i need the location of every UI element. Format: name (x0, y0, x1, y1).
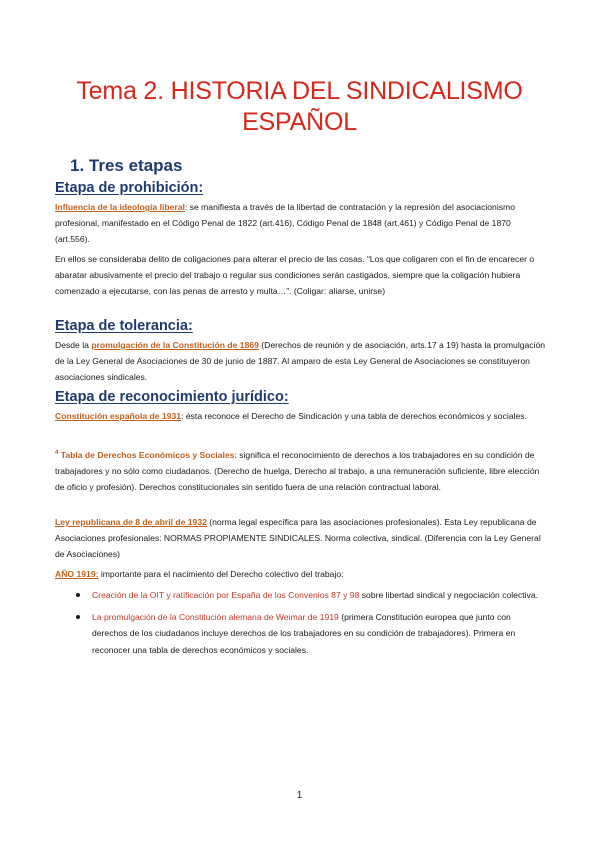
list-item-text: (primera Constitución europea que junto con derechos de los ciudadanos incluye derechos de los trabajadores en su condición de trabajadores). Primera en reconocer una tabla de derechos económicos y sociales. (92, 612, 516, 655)
link-constitucion-1869[interactable]: promulgación de la Constitución de 1869 (91, 340, 259, 350)
paragraph-prohibicion-1 (55, 199, 547, 248)
paragraph-tolerancia (55, 337, 547, 386)
link-tabla-derechos[interactable]: Tabla de Derechos Económicos y Sociales (60, 449, 235, 460)
heading-tolerancia: Etapa de tolerancia: (55, 318, 193, 334)
paragraph-text: : significa el reconocimiento de derechos a los trabajadores en su condición de trabajadores y no sólo como ciudadanos. (Derecho de huelga, Derecho al trabajo, a una remuneración suficiente, libre elección de oficio y profesión). Derechos constitucionales sin sentido fuera de una relación contractual laboral. (55, 449, 540, 493)
page-title: Tema 2. HISTORIA DEL SINDICALISMO ESPAÑOL (76, 77, 523, 136)
link-influencia-liberal[interactable]: Influencia de la ideología liberal (55, 202, 185, 212)
paragraph-prohibicion-2: En ellos se consideraba delito de coligaciones para alterar el precio de las cosas. “Los que coligaren con el fin de encarecer o abaratar abusivamente el precio del trabajo o regular sus condiciones serán castigados, siempre que la coligación hubiera comenzado a ejecutarse, con las penas de arresto y multa…”. (Coligar: aliarse, unirse) (55, 254, 535, 297)
list-item (74, 609, 544, 658)
bullet-icon (76, 593, 80, 597)
link-ano-1919[interactable]: AÑO 1919: (55, 569, 99, 579)
heading-reconocimiento: Etapa de reconocimiento jurídico: (55, 389, 289, 405)
section-heading: 1. Tres etapas (70, 156, 183, 175)
footnote-marker[interactable]: 4 (55, 450, 59, 456)
bullet-icon (76, 615, 80, 619)
paragraph-ley-1932 (55, 514, 547, 563)
link-weimar[interactable]: La promulgación de la Constitución alemana de Weimar de 1919 (92, 612, 339, 623)
paragraph-tabla-derechos (55, 445, 547, 495)
list-item (74, 587, 544, 603)
paragraph-constitucion-1931 (55, 408, 547, 424)
link-oit[interactable]: Creación de la OIT y ratificación por España de los Convenios 87 y 98 (92, 590, 360, 600)
link-ley-1932[interactable]: Ley republicana de 8 de abril de 1932 (55, 517, 207, 527)
list-item-text: sobre libertad sindical y negociación colectiva. (359, 590, 539, 600)
paragraph-text: (norma legal específica para las asociaciones profesionales). Esta Ley republicana de Asociaciones profesionales: NORMAS PROPIAMENTE SINDICALES. Norma colectiva, sindical. (Diferencia con la Ley General de Asociaciones) (55, 517, 541, 560)
paragraph-text: : ésta reconoce el Derecho de Sindicación y una tabla de derechos económicos y sociales. (181, 411, 527, 421)
heading-prohibicion: Etapa de prohibición: (55, 180, 204, 196)
bullet-list (74, 587, 544, 658)
paragraph-text: (Derechos de reunión y de asociación, arts.17 a 19) hasta la promulgación de la Ley General de Asociaciones de 30 de junio de 1887. Al amparo de esta Ley General de Asociaciones se constituyeron asociaciones sindicales. (55, 340, 546, 383)
paragraph-text: importante para el nacimiento del Derecho colectivo del trabajo: (98, 569, 344, 579)
paragraph-text: : se manifiesta a través de la libertad de contratación y la represión del asociacionismo profesional, manifestado en el Código Penal de 1822 (art.416), Código Penal de 1848 (art.461) y Código Penal de 1870 (art.556). (55, 202, 515, 245)
page-number: 1 (296, 790, 303, 801)
link-constitucion-1931[interactable]: Constitución española de 1931 (55, 411, 182, 421)
paragraph-ano-1919 (55, 566, 547, 582)
paragraph-text: Desde la (55, 340, 92, 350)
